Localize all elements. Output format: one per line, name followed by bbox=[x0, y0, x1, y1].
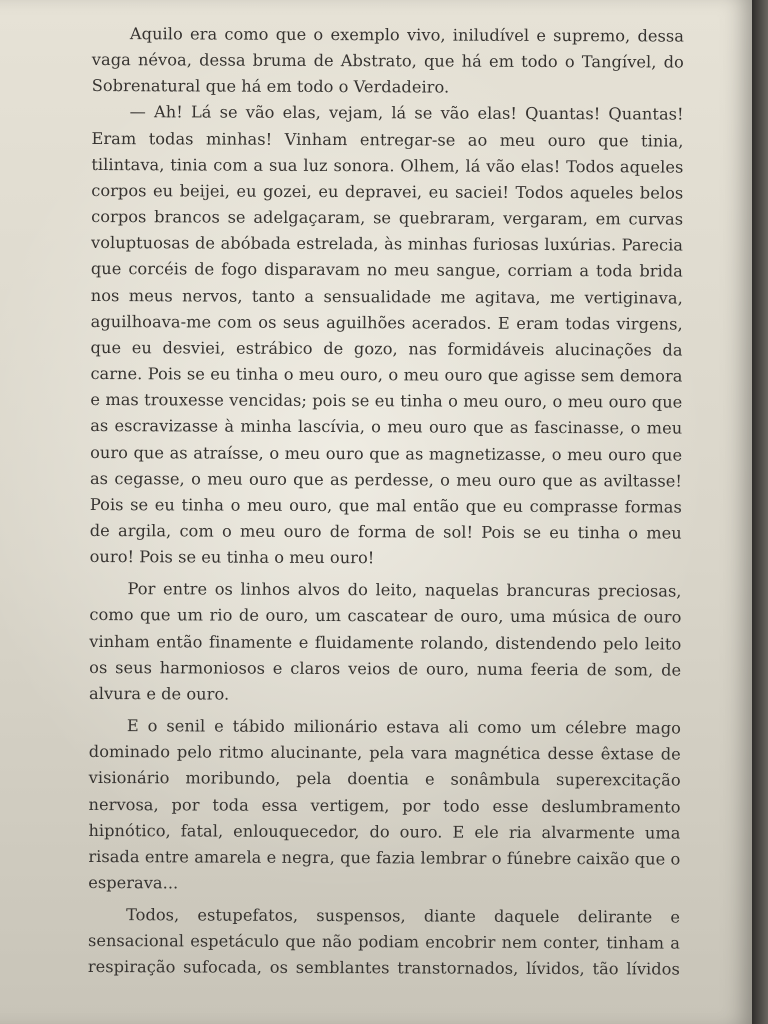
page-text-block bbox=[88, 21, 684, 983]
paragraph-4: E o senil e tábido milionário estava ali como um célebre mago dominado pelo ritmo alucinante, pela vara magnética desse êxtase de visionário moribundo, pela doentia e sonâmbula superexcitação nervosa, por toda essa vertigem, por todo esse deslumbramento hipnótico, fatal, enlouquecedor, do ouro. E ele ria alvarmente uma risada entre amarela e negra, que fazia lembrar o fúnebre caixão que o esperava... bbox=[88, 716, 681, 893]
paragraph-3: Por entre os linhos alvos do leito, naquelas brancuras preciosas, como que um rio de ouro, um cascatear de ouro, uma música de ouro vinham então finamente e fluidamente rolando, distendendo pelo leito os seus harmoniosos e claros veios de ouro, numa feeria de som, de alvura e de ouro. bbox=[89, 579, 682, 704]
paragraph-2: — Ah! Lá se vão elas, vejam, lá se vão elas! Quantas! Quantas! Eram todas minhas! Vinham entregar-se ao meu ouro que tinia, tilintava, tinia com a sua luz sonora. Olhem, lá vão elas! Todos aqueles corpos eu beijei, eu gozei, eu depravei, eu saciei! Todos aqueles belos corpos brancos se adelgaçaram, se quebraram, vergaram, em curvas voluptuosas de abóbada estrelada, às minhas furiosas luxúrias. Parecia que corcéis de fogo disparavam no meu sangue, corriam a toda brida nos meus nervos, tanto a sensualidade me agitava, me vertiginava, aguilhoava-me com os seus aguilhões acerados. E eram todas virgens, que eu desviei, estrábico de gozo, nas formidáveis alucinações da carne. Pois se eu tinha o meu ouro, o meu ouro que agisse sem demora e mas trouxesse vencidas; pois se eu tinha o meu ouro, o meu ouro que as escravizasse à minha lascívia, o meu ouro que as fascinasse, o meu ouro que as atraísse, o meu ouro que as magnetizasse, o meu ouro que as cegasse, o meu ouro que as perdesse, o meu ouro que as aviltasse! Pois se eu tinha o meu ouro, que mal então que eu comprasse formas de argila, com o meu ouro de forma de sol! Pois se eu tinha o meu ouro! Pois se eu tinha o meu ouro! bbox=[89, 102, 684, 568]
paragraph-1: Aquilo era como que o exemplo vivo, iniludível e supremo, dessa vaga névoa, dessa bruma de Abstrato, que há em todo o Tangível, do Sobrenatural que há em todo o Verdadeiro. bbox=[91, 24, 684, 97]
paragraph-5: Todos, estupefatos, suspensos, diante daquele delirante e sensacional espetáculo que não podiam encobrir nem conter, tinham a respiração sufocada, os semblantes transtornados, lívidos, tão lívidos bbox=[87, 905, 681, 980]
page-edge-shadow bbox=[752, 0, 768, 1024]
